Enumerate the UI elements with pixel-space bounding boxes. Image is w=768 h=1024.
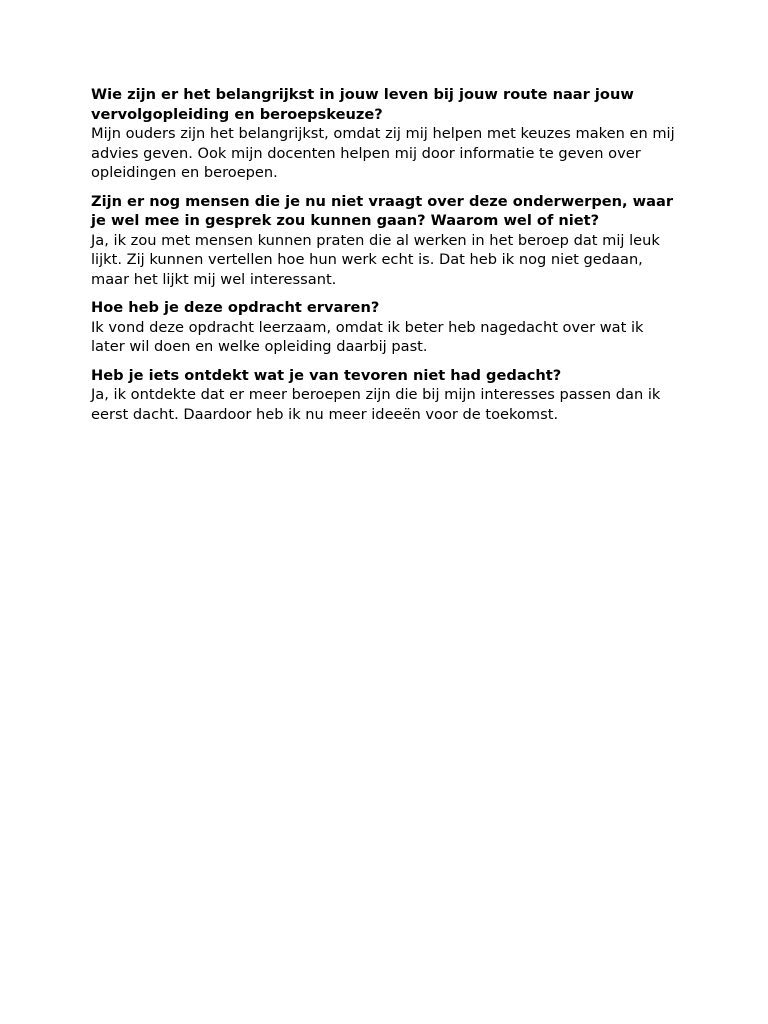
qa-block-2 (91, 192, 681, 290)
question-4: Heb je iets ontdekt wat je van tevoren niet had gedacht? (91, 366, 562, 384)
answer-2: Ja, ik zou met mensen kunnen praten die al werken in het beroep dat mij leuk lijkt. Zij kunnen vertellen hoe hun werk echt is. Dat heb ik nog niet gedaan, maar het lijkt mij wel interessant. (91, 231, 660, 288)
question-3: Hoe heb je deze opdracht ervaren? (91, 299, 380, 316)
qa-block-1 (91, 85, 681, 183)
question-1: Wie zijn er het belangrijkst in jouw leven bij jouw route naar jouw vervolgopleiding en beroepskeuze? (91, 86, 634, 123)
qa-block-4 (91, 366, 681, 425)
qa-block-3 (91, 298, 681, 357)
answer-1: Mijn ouders zijn het belangrijkst, omdat zij mij helpen met keuzes maken en mij advies geven. Ook mijn docenten helpen mij door informatie te geven over opleidingen en beroepen. (91, 125, 675, 181)
answer-3: Ik vond deze opdracht leerzaam, omdat ik beter heb nagedacht over wat ik later wil doen en welke opleiding daarbij past. (91, 318, 644, 355)
question-2: Zijn er nog mensen die je nu niet vraagt over deze onderwerpen, waar je wel mee in gesprek zou kunnen gaan? Waarom wel of niet? (91, 192, 674, 229)
document-body (91, 85, 681, 433)
answer-4: Ja, ik ontdekte dat er meer beroepen zijn die bij mijn interesses passen dan ik eerst dacht. Daardoor heb ik nu meer ideeën voor de toekomst. (91, 386, 661, 423)
